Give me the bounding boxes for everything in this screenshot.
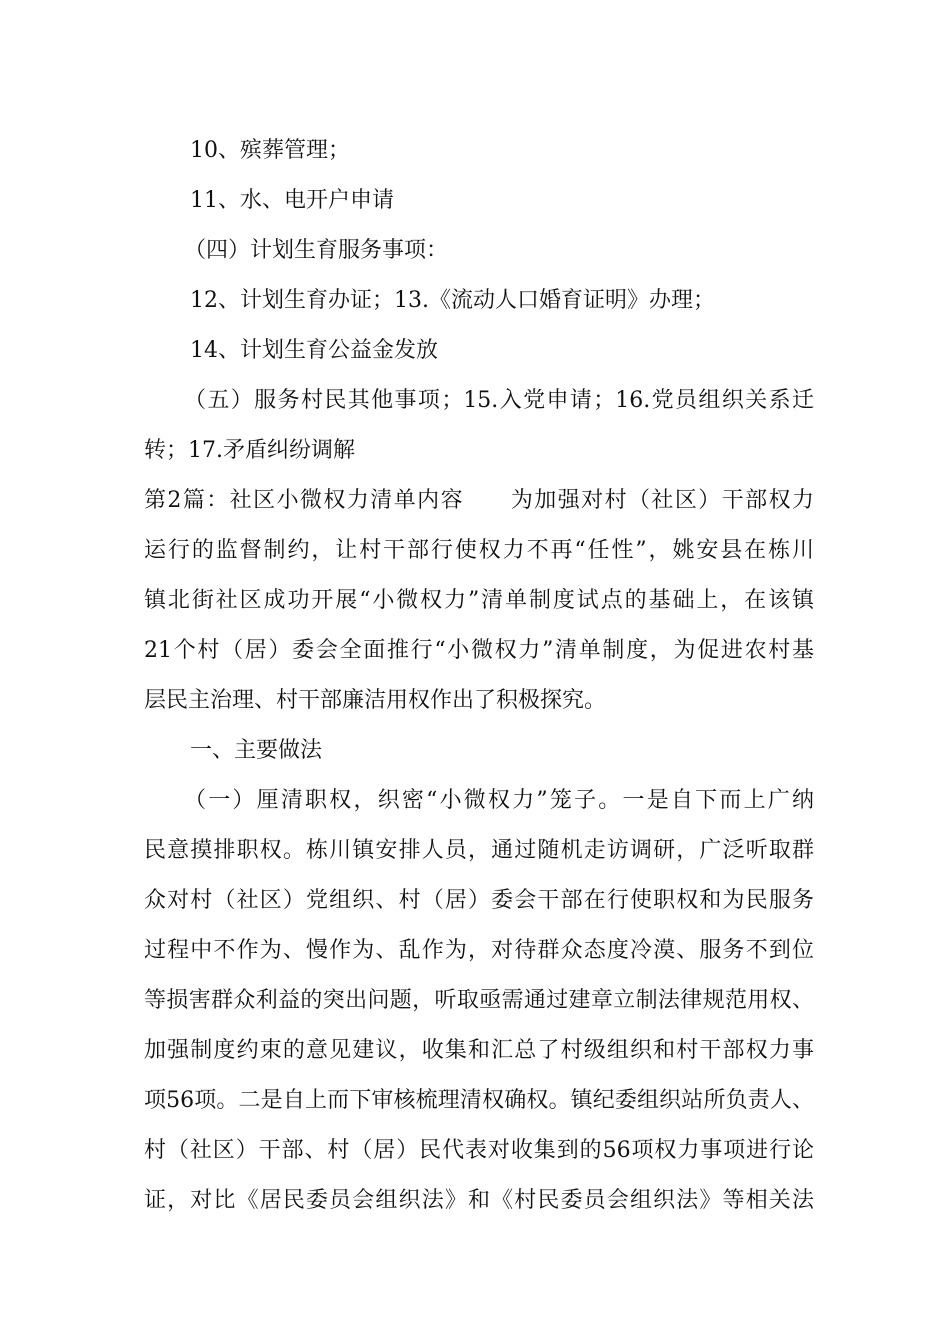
paragraph-line: 镇北街社区成功开展“小微权力”清单制度试点的基础上，在该镇 — [144, 588, 814, 613]
subsection-heading-1: （一）厘清职权，织密“小微权力”笼子。一是自下而上广纳 — [184, 788, 814, 813]
paragraph-line: 证，对比《居民委员会组织法》和《村民委员会组织法》等相关法 — [144, 1188, 814, 1213]
paragraph-line: 村（社区）干部、村（居）民代表对收集到的56项权力事项进行论 — [144, 1138, 814, 1163]
paragraph-line: 加强制度约束的意见建议，收集和汇总了村级组织和村干部权力事 — [144, 1038, 814, 1063]
list-item-14: 14、计划生育公益金发放 — [190, 338, 438, 363]
paragraph-line: 项56项。二是自上而下审核梳理清权确权。镇纪委组织站所负责人、 — [144, 1088, 814, 1113]
section-heading-4: （四）计划生育服务事项： — [184, 238, 449, 263]
article-2-title-line: 第2篇：社区小微权力清单内容 为加强对村（社区）干部权力 — [144, 488, 814, 513]
section-heading-5: （五）服务村民其他事项；15.入党申请；16.党员组织关系迁 — [184, 388, 814, 413]
list-item-11: 11、水、电开户申请 — [190, 188, 394, 213]
section-heading-main-practices: 一、主要做法 — [190, 738, 323, 763]
paragraph-line: 民意摸排职权。栋川镇安排人员，通过随机走访调研，广泛听取群 — [144, 838, 814, 863]
paragraph-line: 等损害群众利益的突出问题，听取亟需通过建章立制法律规范用权、 — [144, 988, 814, 1013]
paragraph-line: 过程中不作为、慢作为、乱作为，对待群众态度冷漠、服务不到位 — [144, 938, 814, 963]
paragraph-line: 运行的监督制约，让村干部行使权力不再“任性”，姚安县在栋川 — [144, 538, 814, 563]
paragraph-line: 众对村（社区）党组织、村（居）委会干部在行使职权和为民服务 — [144, 888, 814, 913]
paragraph-line: 层民主治理、村干部廉洁用权作出了积极探究。 — [144, 688, 607, 713]
text-line: 转；17.矛盾纠纷调解 — [144, 438, 355, 463]
list-item-10: 10、殡葬管理； — [190, 138, 350, 163]
list-item-12-13: 12、计划生育办证；13.《流动人口婚育证明》办理； — [190, 288, 715, 313]
paragraph-line: 21个村（居）委会全面推行“小微权力”清单制度，为促进农村基 — [144, 638, 814, 663]
